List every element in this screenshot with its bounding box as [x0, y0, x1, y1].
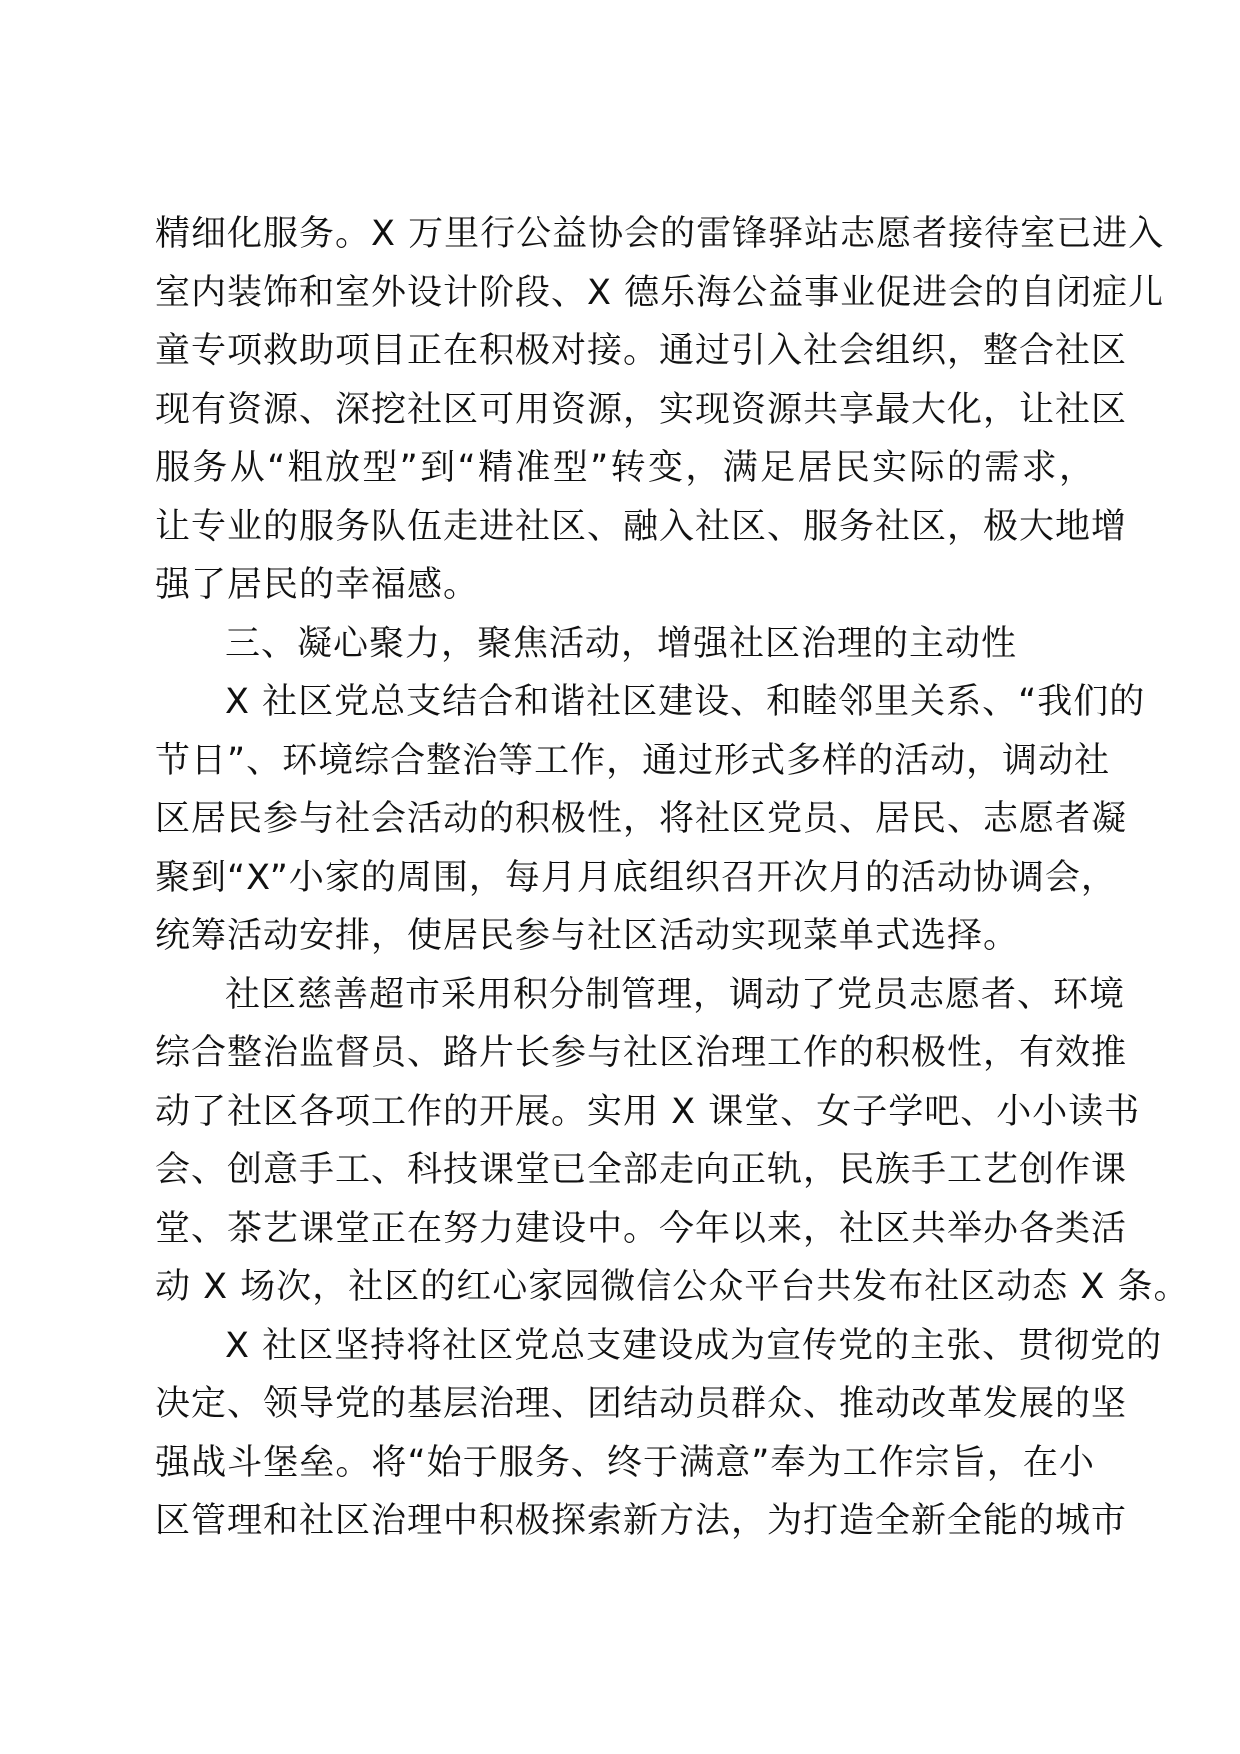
- text-line: 区管理和社区治理中积极探索新方法，为打造全新全能的城市: [155, 1501, 1128, 1541]
- text-line: 室内装饰和室外设计阶段、X 德乐海公益事业促进会的自闭症儿: [155, 272, 1165, 313]
- text-line: 强了居民的幸福感。: [155, 565, 480, 605]
- text-line: 精细化服务。X 万里行公益协会的雷锋驿站志愿者接待室已进入: [155, 214, 1165, 254]
- text-line: 服务从“粗放型”到“精准型”转变，满足居民实际的需求，: [155, 448, 1095, 488]
- text-line: X 社区党总支结合和谐社区建设、和睦邻里关系、“我们的: [225, 682, 1146, 722]
- text-line: 社区慈善超市采用积分制管理，调动了党员志愿者、环境: [225, 974, 1126, 1015]
- text-line: 堂、茶艺课堂正在努力建设中。今年以来，社区共举办各类活: [155, 1208, 1128, 1249]
- text-line: 决定、领导党的基层治理、团结动员群众、推动改革发展的坚: [155, 1384, 1128, 1424]
- text-line: X 社区坚持将社区党总支建设成为宣传党的主张、贯彻党的: [225, 1325, 1163, 1366]
- text-line: 动 X 场次，社区的红心家园微信公众平台共发布社区动态 X 条。: [155, 1267, 1190, 1307]
- text-line: 区居民参与社会活动的积极性，将社区党员、居民、志愿者凝: [155, 799, 1128, 839]
- text-line: 会、创意手工、科技课堂已全部走向正轨，民族手工艺创作课: [155, 1150, 1128, 1190]
- text-line: 强战斗堡垒。将“始于服务、终于满意”奉为工作宗旨，在小: [155, 1442, 1095, 1483]
- text-line: 综合整治监督员、路片长参与社区治理工作的积极性，有效推: [155, 1033, 1128, 1073]
- text-line: 让专业的服务队伍走进社区、融入社区、服务社区，极大地增: [155, 506, 1128, 547]
- section-heading: 三、凝心聚力，聚焦活动，增强社区治理的主动性: [225, 623, 1018, 664]
- text-line: 现有资源、深挖社区可用资源，实现资源共享最大化，让社区: [155, 389, 1128, 430]
- text-line: 童专项救助项目正在积极对接。通过引入社会组织，整合社区: [155, 331, 1128, 371]
- text-line: 统筹活动安排，使居民参与社区活动实现菜单式选择。: [155, 916, 1020, 956]
- text-line: 节日”、环境综合整治等工作，通过形式多样的活动，调动社: [155, 740, 1111, 781]
- text-line: 聚到“X”小家的周围，每月月底组织召开次月的活动协调会，: [155, 857, 1117, 898]
- text-line: 动了社区各项工作的开展。实用 X 课堂、女子学吧、小小读书: [155, 1091, 1141, 1132]
- document-body: [155, 205, 1190, 1551]
